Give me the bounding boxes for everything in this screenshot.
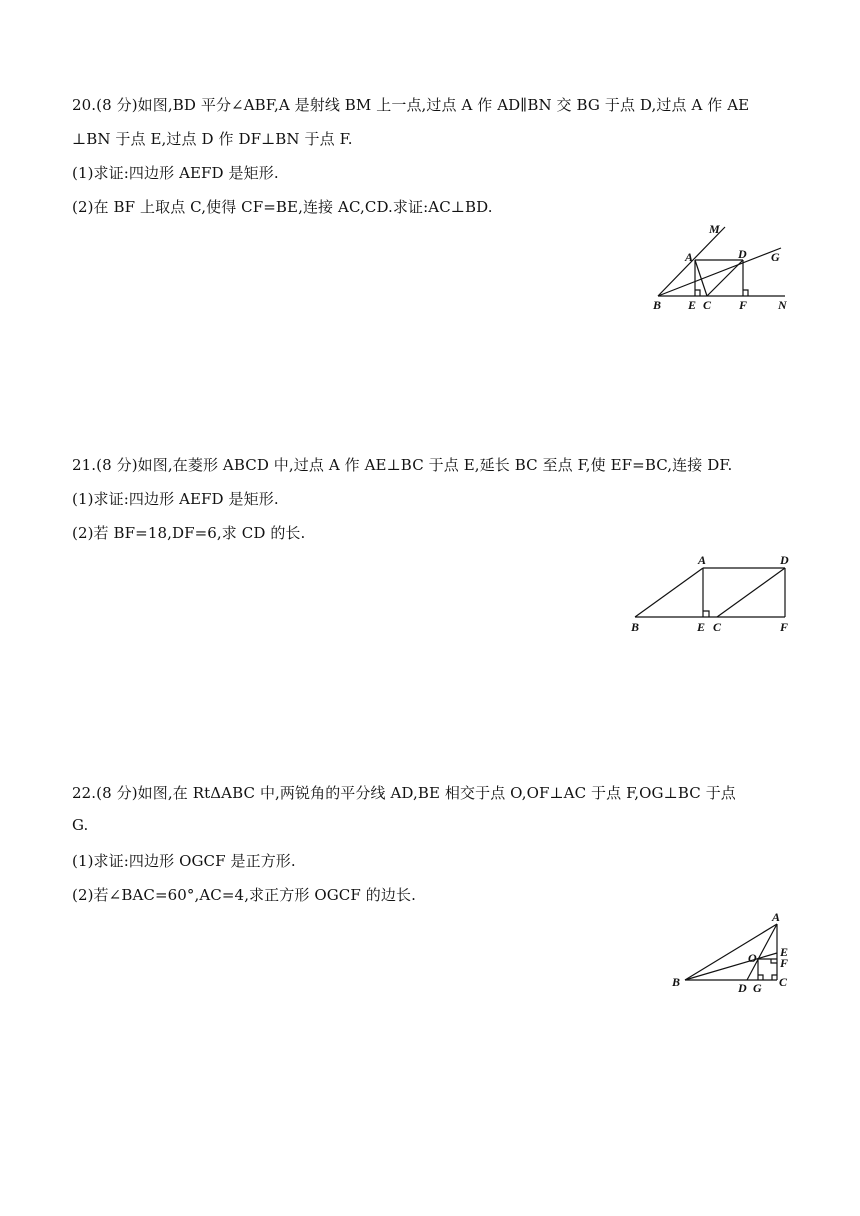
label-F: F <box>739 298 748 312</box>
figure-20 <box>645 218 805 318</box>
problem-21-line-1: 21.(8 分)如图,在菱形 ABCD 中,过点 A 作 AE⊥BC 于点 E,延长 BC 至点 F,使 EF=BC,连接 DF. <box>72 456 733 474</box>
problem-21-part-2: (2)若 BF=18,DF=6,求 CD 的长. <box>72 524 306 542</box>
figure-21 <box>625 550 800 638</box>
label-B: B <box>653 298 662 312</box>
label-G: G <box>753 981 762 995</box>
problem-22-part-1: (1)求证:四边形 OGCF 是正方形. <box>72 852 296 870</box>
label-B: B <box>672 975 681 989</box>
problem-21-part-1: (1)求证:四边形 AEFD 是矩形. <box>72 490 279 508</box>
label-C: C <box>713 620 722 634</box>
figure-22 <box>665 908 800 998</box>
label-D: D <box>780 553 789 567</box>
problem-22-part-2: (2)若∠BAC=60°,AC=4,求正方形 OGCF 的边长. <box>72 886 416 904</box>
label-A: A <box>772 910 781 924</box>
problem-20-part-2: (2)在 BF 上取点 C,使得 CF=BE,连接 AC,CD.求证:AC⊥BD. <box>72 198 493 216</box>
label-M: M <box>709 222 720 236</box>
label-D: D <box>738 981 747 995</box>
label-G: G <box>771 250 780 264</box>
label-B: B <box>631 620 640 634</box>
label-C: C <box>779 975 788 989</box>
label-N: N <box>778 298 787 312</box>
label-O: O <box>748 951 757 965</box>
problem-20-part-1: (1)求证:四边形 AEFD 是矩形. <box>72 164 279 182</box>
label-E: E <box>780 945 789 959</box>
label-F: F <box>780 956 789 970</box>
problem-22-line-1: 22.(8 分)如图,在 RtΔABC 中,两锐角的平分线 AD,BE 相交于点 O,OF⊥AC 于点 F,OG⊥BC 于点 <box>72 784 736 802</box>
label-E: E <box>688 298 697 312</box>
label-A: A <box>698 553 707 567</box>
label-E: E <box>697 620 706 634</box>
problem-22-line-2: G. <box>72 816 89 834</box>
label-C: C <box>703 298 712 312</box>
label-D: D <box>738 247 747 261</box>
problem-20-line-2: ⊥BN 于点 E,过点 D 作 DF⊥BN 于点 F. <box>72 130 353 148</box>
problem-20-line-1: 20.(8 分)如图,BD 平分∠ABF,A 是射线 BM 上一点,过点 A 作 AD∥BN 交 BG 于点 D,过点 A 作 AE <box>72 96 750 114</box>
label-F: F <box>780 620 789 634</box>
label-A: A <box>685 250 694 264</box>
